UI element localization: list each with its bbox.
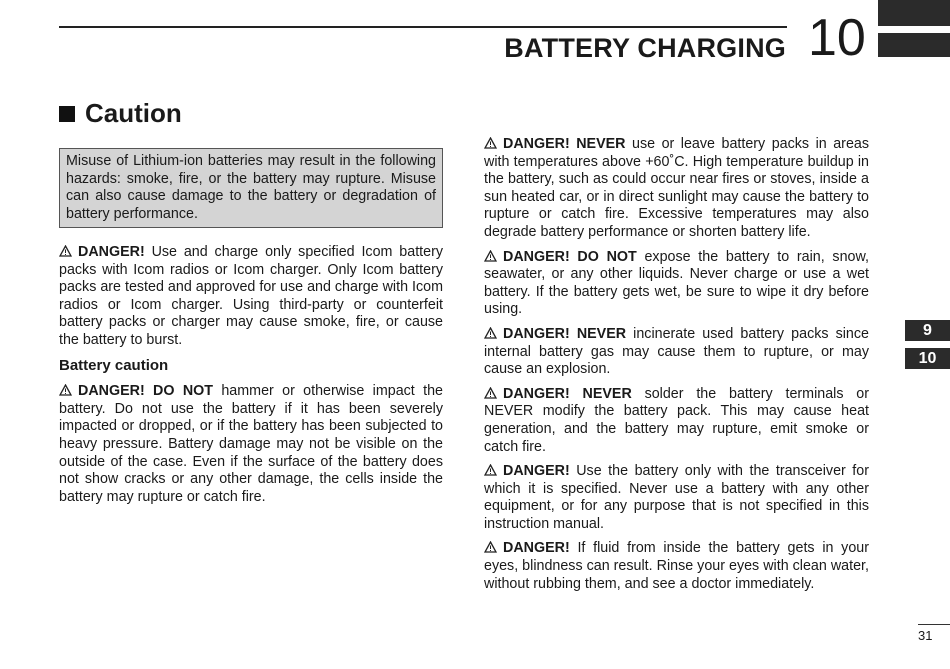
- header-rule: [59, 26, 787, 28]
- warning-triangle-icon: [484, 137, 497, 149]
- danger-label: DANGER! NEVER: [503, 136, 626, 152]
- warning-triangle-icon: [484, 387, 497, 399]
- chapter-tab-bar-top: [878, 0, 950, 26]
- caution-box: Misuse of Lithium-ion batteries may result in the following hazards: smoke, fire, or the battery may rupture. Misuse can also cause damage to the battery or degradation of battery performance.: [59, 148, 443, 228]
- left-column: [59, 244, 443, 513]
- danger-text: Use the battery only with the transceiver for which it is specified. Never use a battery with any other equipment, or for any purpose that is not specified in this instruction manual.: [484, 463, 869, 532]
- section-heading-text: Caution: [85, 98, 182, 128]
- warning-triangle-icon: [484, 327, 497, 339]
- danger-text: hammer or otherwise impact the battery. Do not use the battery if it has been severely impacted or dropped, or if the battery has been subjected to heavy pressure. Battery damage may not be visible on the outside of the case. Even if the surface of the battery does not show cracks or any other damage, the cells inside the battery may rupture or catch fire.: [59, 383, 443, 505]
- right-column: [484, 136, 869, 600]
- danger-paragraph: [484, 249, 869, 319]
- black-square-icon: [59, 106, 75, 122]
- chapter-title: BATTERY CHARGING: [504, 33, 786, 63]
- danger-label: DANGER!: [503, 463, 570, 480]
- warning-triangle-icon: [484, 464, 497, 476]
- danger-label: DANGER! NEVER: [503, 385, 632, 402]
- danger-label: DANGER! DO NOT: [503, 248, 637, 265]
- danger-text: If fluid from inside the battery gets in your eyes, blindness can result. Rinse your eyes with clean water, without rubbing them, and see a doctor immediately.: [484, 540, 869, 592]
- danger-paragraph: [484, 386, 869, 456]
- danger-label: DANGER!: [503, 540, 570, 557]
- danger-paragraph: [59, 383, 443, 506]
- warning-triangle-icon: [484, 541, 497, 553]
- warning-triangle-icon: [59, 245, 72, 257]
- danger-label: DANGER! NEVER: [503, 325, 627, 342]
- chapter-tab-9[interactable]: 9: [905, 320, 950, 341]
- danger-paragraph: [484, 540, 869, 593]
- footer-rule: [918, 624, 950, 625]
- danger-text: use or leave battery packs in areas with temperatures above +60˚C. High temperature buildup in the battery, such as could occur near fires or stoves, inside a sun heated car, or in direct sunlight may cause the battery to rupture or catch fire. Excessive temperatures may also degrade battery performance or shorten battery life.: [484, 136, 869, 240]
- warning-triangle-icon: [59, 384, 72, 396]
- danger-text: Use and charge only specified Icom battery packs with Icom radios or Icom charger. Only Icom battery packs are tested and approved for use and charge with Icom radios or Icom charger. Using third-party or counterfeit battery packs or charger may cause smoke, fire, or cause the battery to burst.: [59, 244, 443, 348]
- danger-paragraph: [484, 326, 869, 379]
- danger-text: solder the battery terminals or NEVER modify the battery pack. This may cause heat generation, and the battery may rupture, emit smoke or catch fire.: [484, 385, 870, 455]
- warning-triangle-icon: [484, 250, 497, 262]
- danger-text: incinerate used battery packs since internal battery gas may cause them to rupture, or may cause an explosion.: [484, 325, 869, 378]
- subheading: Battery caution: [59, 356, 169, 374]
- danger-text: expose the battery to rain, snow, seawater, or any other liquids. Never charge or use a wet battery. If the battery gets wet, be sure to wipe it dry before using.: [484, 248, 869, 318]
- danger-paragraph: [484, 136, 869, 242]
- section-heading: [59, 98, 182, 129]
- chapter-number: 10: [808, 9, 866, 67]
- chapter-tab-bar-bottom: [878, 33, 950, 57]
- danger-label: DANGER!: [78, 244, 145, 260]
- danger-paragraph: [59, 244, 443, 350]
- danger-paragraph: [484, 463, 869, 533]
- page-number: 31: [918, 628, 933, 643]
- danger-label: DANGER! DO NOT: [78, 383, 214, 400]
- chapter-tab-10[interactable]: 10: [905, 348, 950, 369]
